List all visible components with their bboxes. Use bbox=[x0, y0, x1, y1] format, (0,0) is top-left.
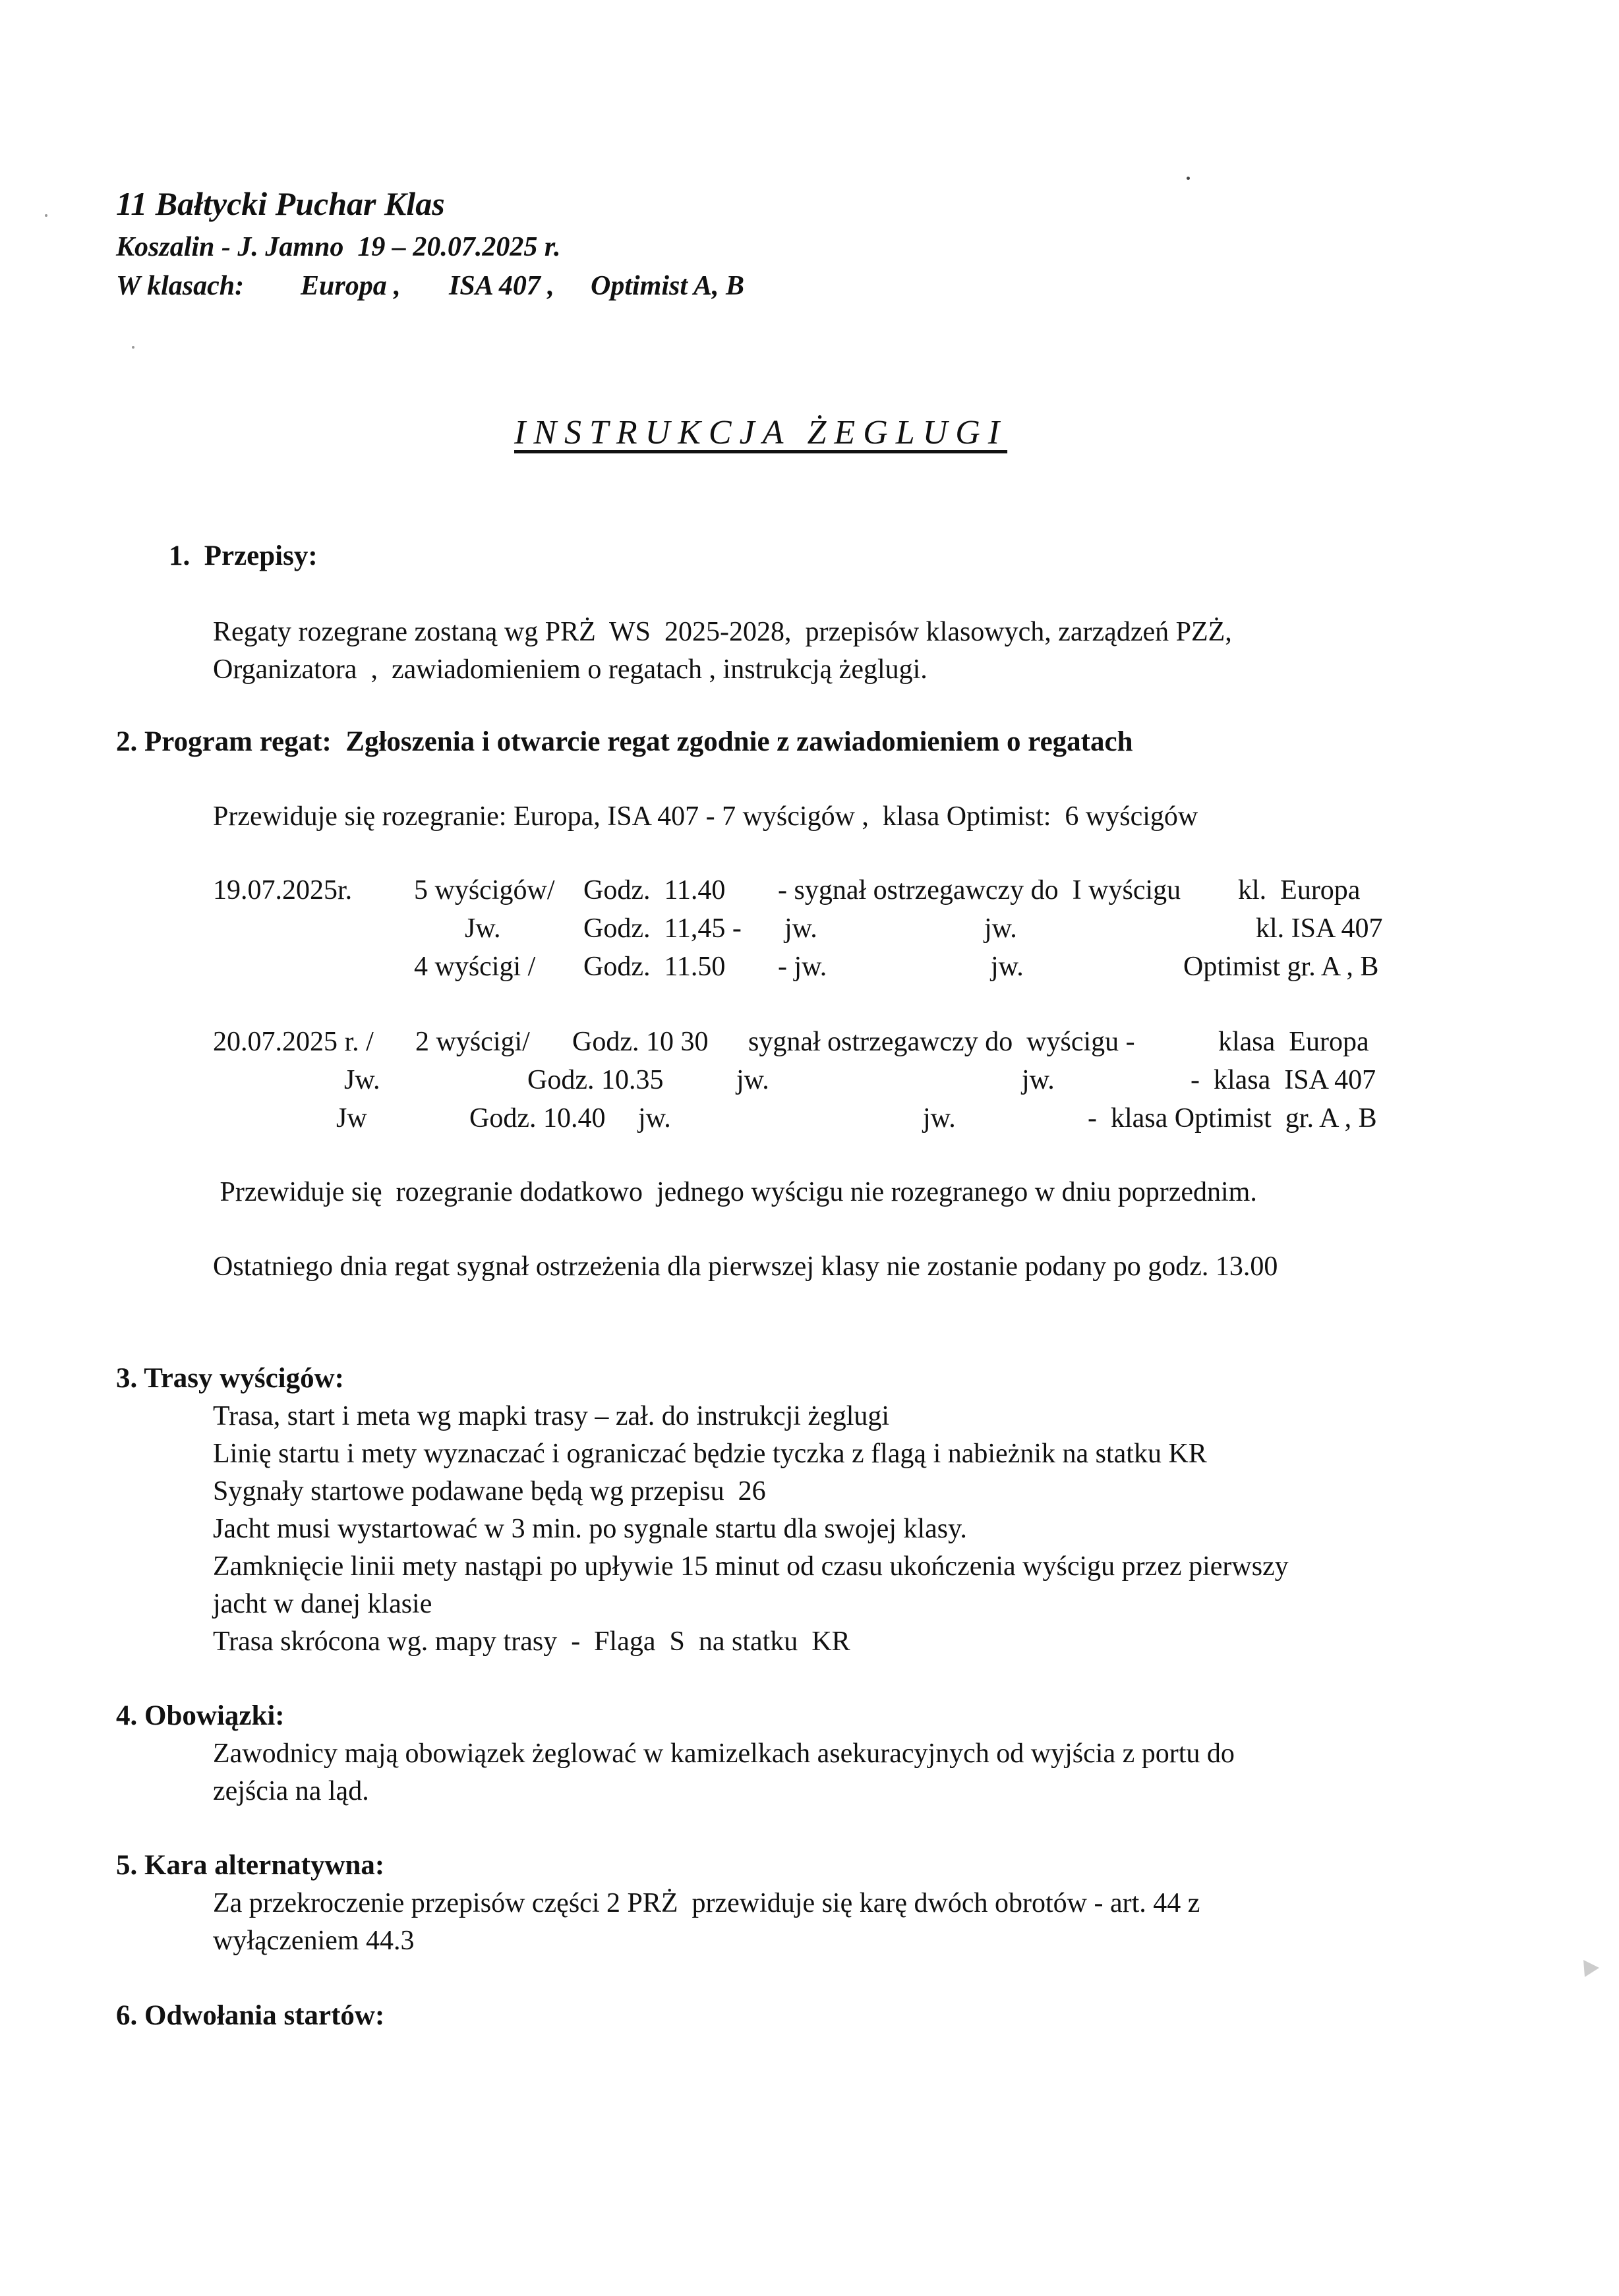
program-extra-race: Przewiduje się rozegranie dodatkowo jednego wyścigu nie rozegranego w dniu poprzednim. bbox=[213, 1177, 1257, 1207]
day1-class: kl. Europa bbox=[1238, 875, 1361, 905]
section-3-line: Zamknięcie linii mety nastąpi po upływie 15 minut od czasu ukończenia wyścigu przez pierwszy bbox=[213, 1551, 1289, 1582]
section-3-line: Trasa, start i meta wg mapki trasy – zał. do instrukcji żeglugi bbox=[213, 1401, 890, 1431]
day2-date: 20.07.2025 r. / bbox=[213, 1027, 374, 1057]
section-5-line: wyłączeniem 44.3 bbox=[213, 1926, 415, 1956]
day2-count: 2 wyścigi/ bbox=[415, 1027, 530, 1057]
day1-jw: jw. bbox=[991, 952, 1024, 982]
section-3-line: Linię startu i mety wyznaczać i ograniczać będzie tyczka z flagą i nabieżnik na statku KR bbox=[213, 1439, 1207, 1469]
section-2-heading: 2. Program regat: Zgłoszenia i otwarcie regat zgodnie z zawiadomieniem o regatach bbox=[116, 726, 1133, 757]
day2-class: - klasa Optimist gr. A , B bbox=[1088, 1103, 1377, 1134]
event-title: 11 Bałtycki Puchar Klas bbox=[116, 185, 445, 222]
section-4-line: zejścia na ląd. bbox=[213, 1776, 369, 1806]
day1-desc: - sygnał ostrzegawczy do I wyścigu bbox=[778, 875, 1181, 905]
section-6-heading: 6. Odwołania startów: bbox=[116, 2000, 385, 2031]
section-1-heading: 1. Przepisy: bbox=[169, 540, 318, 571]
event-location-date: Koszalin - J. Jamno 19 – 20.07.2025 r. bbox=[116, 232, 561, 262]
day1-class: Optimist gr. A , B bbox=[1183, 952, 1379, 982]
day1-time: Godz. 11.40 bbox=[583, 875, 726, 905]
day1-date: 19.07.2025r. bbox=[213, 875, 353, 905]
day2-count: Jw. bbox=[344, 1065, 380, 1095]
day2-desc: jw. bbox=[638, 1103, 671, 1134]
section-5-line: Za przekroczenie przepisów części 2 PRŻ przewiduje się karę dwóch obrotów - art. 44 z bbox=[213, 1888, 1200, 1918]
section-4-line: Zawodnicy mają obowiązek żeglować w kamizelkach asekuracyjnych od wyjścia z portu do bbox=[213, 1738, 1235, 1769]
day2-class: klasa Europa bbox=[1218, 1027, 1369, 1057]
scan-corner-mark bbox=[1582, 1957, 1602, 1980]
day1-class: kl. ISA 407 bbox=[1256, 913, 1383, 944]
day2-desc: jw. bbox=[736, 1065, 769, 1095]
section-1-line: Regaty rozegrane zostaną wg PRŻ WS 2025-2028, przepisów klasowych, zarządzeń PZŻ, bbox=[213, 617, 1232, 647]
scan-speck bbox=[132, 346, 134, 349]
day2-class: - klasa ISA 407 bbox=[1191, 1065, 1376, 1095]
day1-count: 5 wyścigów/ bbox=[414, 875, 555, 905]
day2-count: Jw bbox=[336, 1103, 367, 1134]
class-optimist: Optimist A, B bbox=[591, 271, 744, 301]
program-intro: Przewiduje się rozegranie: Europa, ISA 407 - 7 wyścigów , klasa Optimist: 6 wyścigów bbox=[213, 801, 1198, 832]
day1-desc: - jw. bbox=[778, 952, 827, 982]
classes-label: W klasach: bbox=[116, 271, 245, 301]
day2-desc: sygnał ostrzegawczy do wyścigu - bbox=[748, 1027, 1135, 1057]
section-1-line: Organizatora , zawiadomieniem o regatach , instrukcją żeglugi. bbox=[213, 654, 927, 685]
section-3-line: jacht w danej klasie bbox=[213, 1589, 432, 1619]
scan-speck bbox=[1187, 177, 1190, 180]
scan-speck bbox=[45, 214, 47, 217]
day1-desc: jw. bbox=[784, 913, 817, 944]
day1-count: 4 wyścigi / bbox=[414, 952, 536, 982]
class-isa: ISA 407 , bbox=[449, 271, 554, 301]
day2-jw: jw. bbox=[1022, 1065, 1055, 1095]
day2-time: Godz. 10.35 bbox=[527, 1065, 664, 1095]
section-3-line: Jacht musi wystartować w 3 min. po sygnale startu dla swojej klasy. bbox=[213, 1514, 967, 1544]
day2-time: Godz. 10 30 bbox=[572, 1027, 709, 1057]
day2-jw: jw. bbox=[923, 1103, 956, 1134]
day2-time: Godz. 10.40 bbox=[469, 1103, 606, 1134]
event-classes bbox=[116, 267, 907, 306]
day1-time: Godz. 11,45 - bbox=[583, 913, 742, 944]
section-3-heading: 3. Trasy wyścigów: bbox=[116, 1363, 344, 1394]
section-4-heading: 4. Obowiązki: bbox=[116, 1700, 285, 1731]
day1-jw: jw. bbox=[984, 913, 1017, 944]
class-europa: Europa , bbox=[301, 271, 401, 301]
section-3-line: Sygnały startowe podawane będą wg przepisu 26 bbox=[213, 1476, 766, 1507]
program-last-day: Ostatniego dnia regat sygnał ostrzeżenia dla pierwszej klasy nie zostanie podany po godz. 13.00 bbox=[213, 1251, 1278, 1282]
document-title: INSTRUKCJA ŻEGLUGI bbox=[514, 414, 1008, 451]
day1-time: Godz. 11.50 bbox=[583, 952, 726, 982]
section-3-line: Trasa skrócona wg. mapy trasy - Flaga S na statku KR bbox=[213, 1626, 850, 1657]
day1-count: Jw. bbox=[465, 913, 501, 944]
section-5-heading: 5. Kara alternatywna: bbox=[116, 1850, 385, 1881]
